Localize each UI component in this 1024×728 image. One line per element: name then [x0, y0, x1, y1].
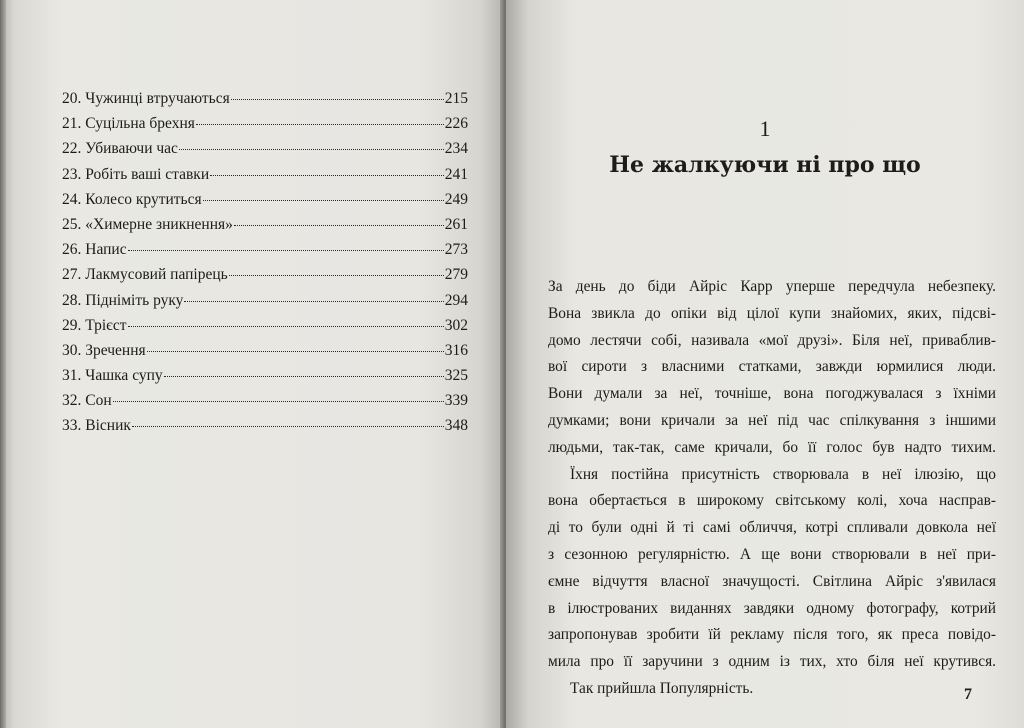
- toc-entry: [62, 212, 468, 237]
- text-line: з сезонною регулярністю. А ще вони створювали в неї при-: [548, 545, 996, 563]
- toc-entry-page: 234: [444, 140, 468, 158]
- toc-entry-title: 33. Вісник: [62, 417, 131, 435]
- toc-leader-dots: [203, 200, 444, 201]
- toc-entry: [62, 288, 468, 313]
- toc-leader-dots: [128, 250, 444, 251]
- toc-entry-page: 215: [444, 90, 468, 107]
- text-line: Їхня постійна присутність створювала в неї ілюзію, що: [570, 465, 996, 483]
- toc-entry-page: 241: [444, 165, 468, 183]
- toc-entry-title: 24. Колесо крутиться: [62, 190, 202, 208]
- text-line: вої сироти з власними статками, завжди юрмилися люди.: [548, 358, 996, 376]
- text-line: вона обертається в широкому світському колі, хоча насправ-: [548, 492, 996, 510]
- table-of-contents: [62, 86, 468, 439]
- toc-entry-title: 21. Суцільна брехня: [62, 115, 195, 133]
- toc-entry: [62, 136, 468, 161]
- toc-leader-dots: [196, 124, 444, 125]
- toc-entry-title: 25. «Химерне зникнення»: [62, 215, 233, 233]
- toc-entry: [62, 111, 468, 136]
- toc-leader-dots: [234, 225, 444, 226]
- toc-entry: [62, 262, 468, 287]
- toc-entry-title: 20. Чужинці втручаються: [62, 90, 230, 107]
- toc-leader-dots: [164, 376, 444, 377]
- toc-entry-title: 31. Чашка супу: [62, 367, 163, 385]
- text-line: За день до біди Айріс Карр уперше передчула небезпеку.: [548, 278, 996, 295]
- text-line: Вони думали за неї, точніше, вона погоджувалася з їхніми: [548, 385, 996, 403]
- toc-entry-page: 302: [444, 316, 468, 334]
- toc-entry-page: 316: [444, 341, 468, 359]
- text-line: запропонував зробити їй рекламу після того, як преса повідо-: [548, 626, 996, 644]
- page-number: 7: [964, 686, 972, 703]
- right-page: [506, 0, 1024, 728]
- toc-entry: [62, 187, 468, 212]
- toc-entry-page: 339: [444, 392, 468, 410]
- text-line: думками; вони кричали за неї під час спілкування з іншими: [548, 411, 996, 429]
- toc-entry-page: 261: [444, 215, 468, 233]
- text-line: ді то були одні й ті самі обличчя, котрі спливали довкола неї: [548, 519, 996, 537]
- toc-entry-title: 23. Робіть ваші ставки: [62, 165, 210, 183]
- toc-leader-dots: [147, 351, 444, 352]
- text-line: в ілюстрованих виданнях завдяки одному фотографу, котрий: [548, 599, 996, 617]
- toc-leader-dots: [210, 175, 444, 176]
- toc-entry: [62, 86, 468, 111]
- chapter-text: [548, 274, 996, 703]
- toc-entry-page: 325: [444, 367, 468, 385]
- toc-leader-dots: [231, 99, 444, 100]
- text-line: домо лестячи собі, називала «мої друзі». Біля неї, приваблив-: [548, 331, 996, 349]
- text-line: людьми, так-так, саме кричали, бо її голос був надто тихим.: [548, 438, 996, 456]
- toc-entry-page: 249: [444, 190, 468, 208]
- toc-entry: [62, 162, 468, 187]
- left-page: [0, 0, 504, 728]
- chapter-number: 1: [759, 116, 771, 141]
- text-line: Вона звикла до опіки від цілої купи знайомих, яких, підсві-: [548, 304, 996, 322]
- toc-leader-dots: [113, 401, 444, 402]
- toc-entry-title: 26. Напис: [62, 241, 127, 259]
- toc-entry: [62, 237, 468, 262]
- toc-entry: [62, 313, 468, 338]
- toc-leader-dots: [179, 149, 444, 150]
- toc-entry-page: 273: [444, 241, 468, 259]
- toc-entry-title: 22. Убиваючи час: [62, 140, 178, 158]
- toc-entry-page: 279: [444, 266, 468, 284]
- toc-entry-title: 32. Сон: [62, 392, 112, 410]
- text-line: Так прийшла Популярність.: [570, 679, 754, 697]
- chapter-title: Не жалкуючи ні про що: [609, 152, 921, 178]
- toc-entry: [62, 338, 468, 363]
- toc-entry-page: 226: [444, 115, 468, 133]
- toc-entry-title: 27. Лакмусовий папірець: [62, 266, 228, 284]
- toc-entry-title: 29. Трієст: [62, 316, 127, 334]
- toc-leader-dots: [128, 326, 444, 327]
- toc-leader-dots: [229, 275, 444, 276]
- toc-entry-page: 294: [444, 291, 468, 309]
- toc-leader-dots: [184, 301, 443, 302]
- toc-entry-title: 30. Зречення: [62, 341, 146, 359]
- text-line: ємне відчуття власної значущості. Світлина Айріс з'явилася: [548, 572, 996, 590]
- toc-entry: [62, 388, 468, 413]
- toc-entry-page: 348: [444, 417, 468, 435]
- toc-entry-title: 28. Підніміть руку: [62, 291, 184, 309]
- text-line: мила про її заручини з одним із тих, хто біля неї крутився.: [548, 653, 996, 671]
- toc-leader-dots: [132, 426, 444, 427]
- toc-entry: [62, 363, 468, 388]
- toc-entry: [62, 413, 468, 438]
- page-edge: [0, 0, 6, 728]
